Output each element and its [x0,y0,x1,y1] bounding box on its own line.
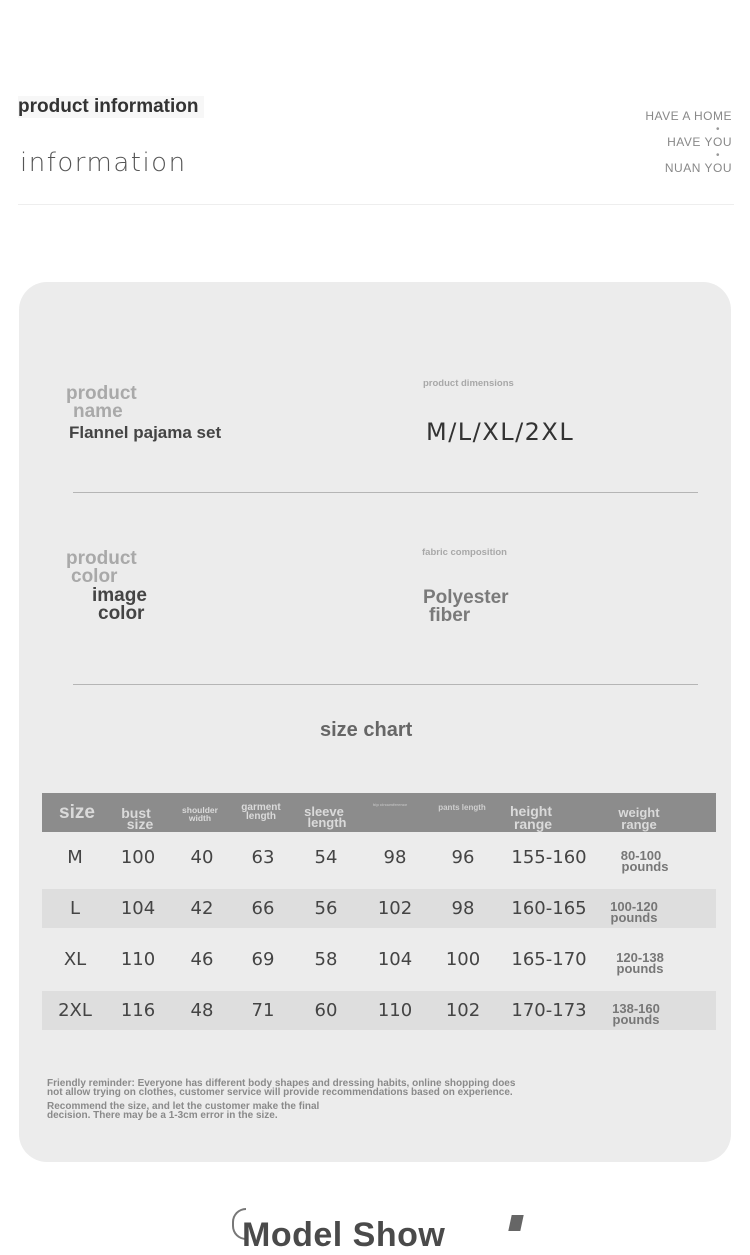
size-reminder-note: Friendly reminder: Everyone has different body shapes and dressing habits, online shopping does not allow trying on clothes, customer service will provide recommendations based on experience. Recommend the size, and let the customer make the final decision. There may be a 1-3cm error in the size. [47,1078,516,1121]
cell-sleeve: 60 [314,999,338,1021]
cell-pants: 100 [445,948,481,970]
cell-pants: 96 [451,846,475,868]
brand-tagline [645,110,732,175]
cell-sleeve: 56 [314,897,338,919]
tagline-line-3: NUAN YOU [664,161,732,175]
dot-separator-icon: • [715,150,720,161]
cell-size: XL [63,948,87,970]
product-name-value: Flannel pajama set [69,423,222,442]
table-row [42,889,716,928]
col-header-hip: hip circumference [372,802,408,807]
cell-size: M [67,846,83,868]
cell-bust: 116 [120,999,156,1021]
product-color-label: product color [66,548,137,587]
dimensions-value: M/L/XL/2XL [426,418,575,446]
section-subtitle: information [20,148,187,178]
table-row [42,991,716,1030]
product-name-label: product name [66,383,137,422]
tagline-line-2: HAVE YOU [667,135,732,149]
cell-pants: 102 [445,999,481,1021]
cell-weight: 100-120 pounds [610,898,658,925]
col-header-weight: weight range [618,805,660,832]
cell-sleeve: 58 [314,948,338,970]
size-chart-title: size chart [320,719,413,741]
col-header-garment: garment length [241,802,281,822]
cell-shoulder: 46 [190,948,214,970]
cell-hip: 110 [377,999,413,1021]
cell-pants: 98 [451,897,475,919]
header-divider [18,204,734,205]
section-title: product information [18,96,204,118]
col-header-sleeve: sleeve length [304,804,347,830]
cell-hip: 98 [383,846,407,868]
cell-garment: 69 [251,948,275,970]
cell-shoulder: 48 [190,999,214,1021]
dimensions-label: product dimensions [423,378,514,389]
table-row [42,934,716,985]
col-header-size: size [59,802,95,823]
cell-bust: 104 [120,897,156,919]
cell-height: 160-165 [511,897,587,919]
cell-shoulder: 42 [190,897,214,919]
model-show-heading: Model Show [242,1216,446,1254]
cell-weight: 138-160 pounds [612,1000,660,1027]
cell-hip: 104 [377,948,413,970]
size-table [42,793,716,1036]
cell-hip: 102 [377,897,413,919]
table-row [42,832,716,883]
cell-height: 165-170 [511,948,587,970]
cell-garment: 63 [251,846,275,868]
product-color-value: image color [92,585,147,624]
cell-sleeve: 54 [314,846,338,868]
col-header-bust: bust size [121,805,154,832]
col-header-height: height range [510,803,553,832]
cell-height: 155-160 [511,846,587,868]
tagline-line-1: HAVE A HOME [645,109,732,123]
fabric-label: fabric composition [422,547,507,558]
col-header-pants: pants length [438,803,486,812]
cell-size: L [69,897,81,919]
dot-separator-icon: • [715,124,720,135]
cell-bust: 100 [120,846,156,868]
cell-shoulder: 40 [190,846,214,868]
fabric-value: Polyester fiber [423,587,509,626]
cell-weight: 120-138 pounds [616,949,664,976]
cell-bust: 110 [120,948,156,970]
info-divider [73,684,698,685]
cell-weight: 80-100 pounds [620,847,669,874]
cell-garment: 66 [251,897,275,919]
table-header-row [42,793,716,832]
cell-garment: 71 [251,999,275,1021]
bracket-right-icon [508,1215,523,1231]
info-divider [73,492,698,493]
cell-size: 2XL [58,999,92,1021]
cell-height: 170-173 [511,999,587,1021]
col-header-shoulder: shoulder width [182,805,218,823]
